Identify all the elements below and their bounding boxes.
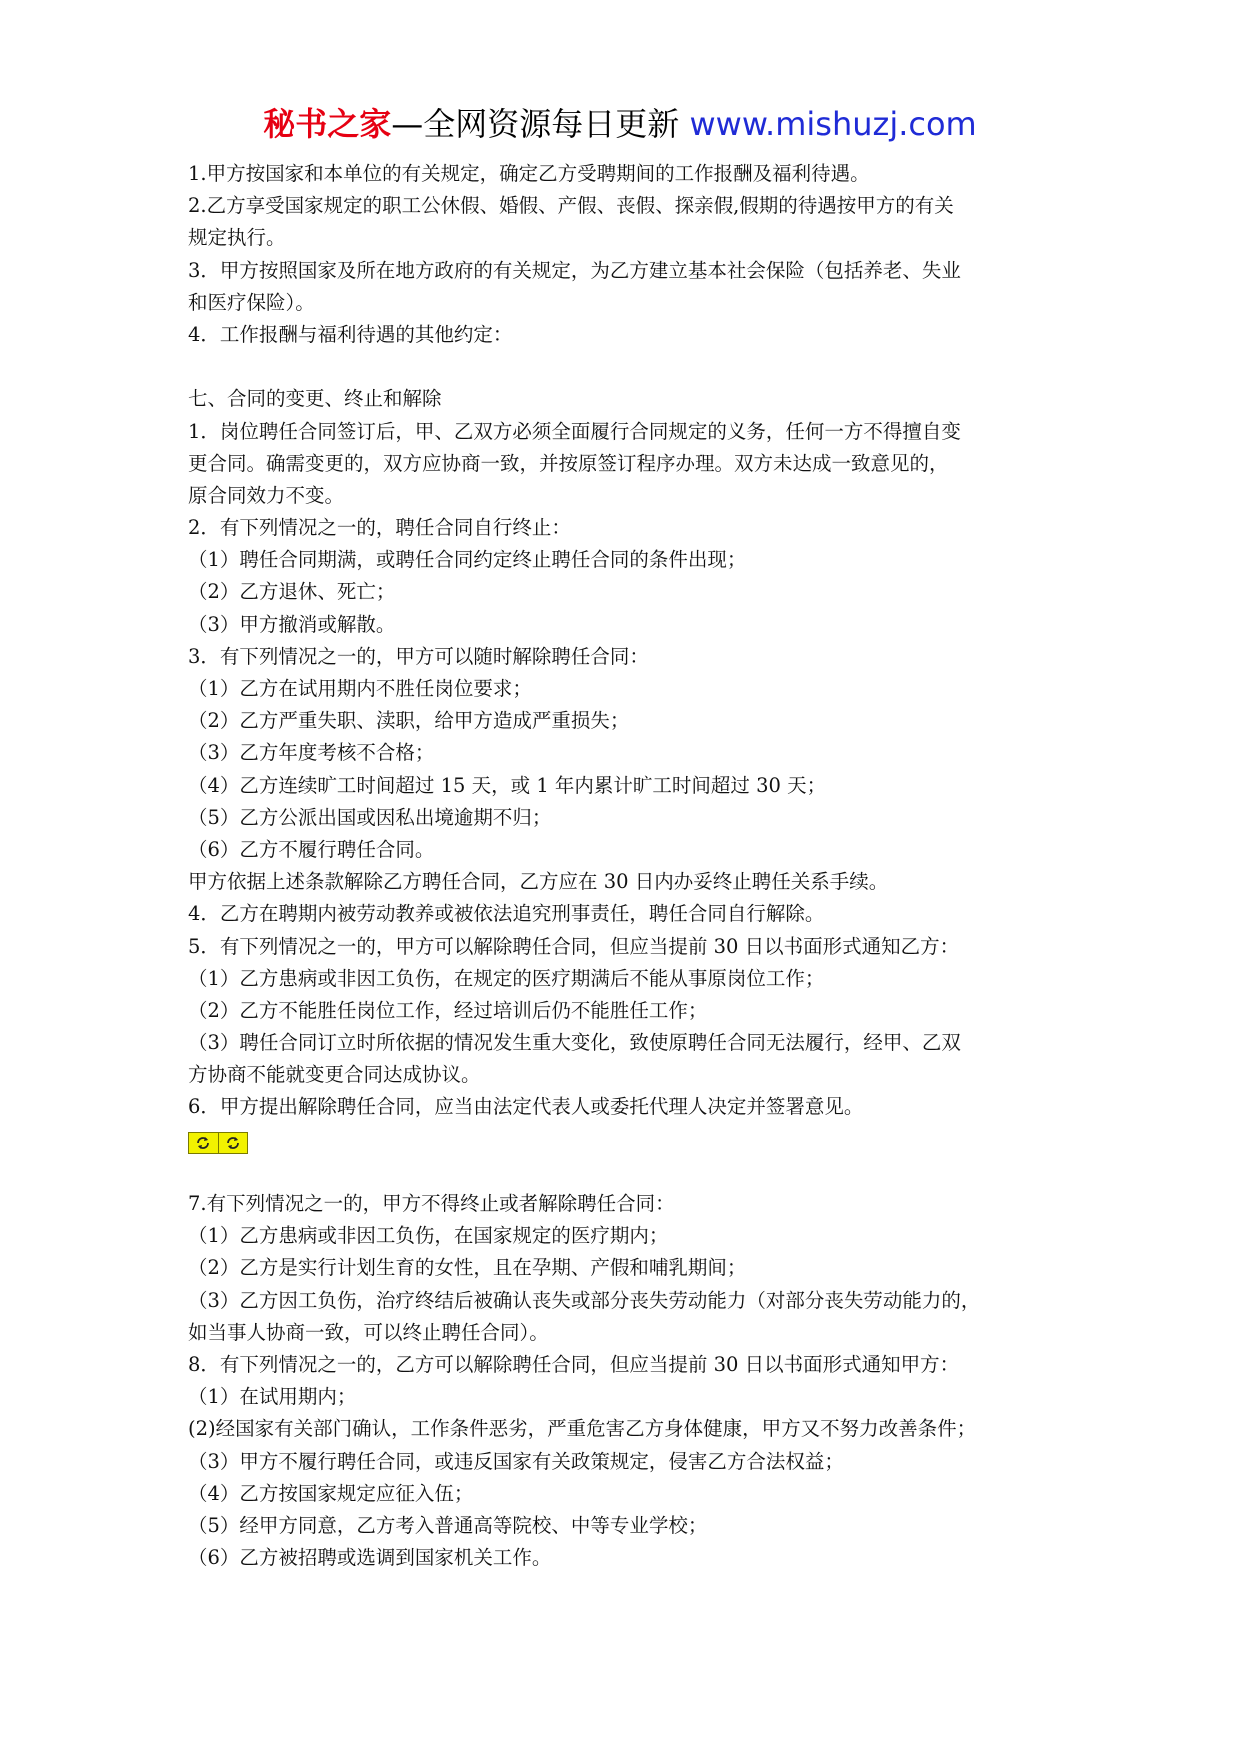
text-line: (2)经国家有关部门确认，工作条件恶劣，严重危害乙方身体健康，甲方又不努力改善条件； <box>188 1417 977 1441</box>
header-slogan: —全网资源每日更新 <box>391 105 690 143</box>
text-line: （3）聘任合同订立时所依据的情况发生重大变化，致使原聘任合同无法履行，经甲、乙双 <box>188 1031 961 1055</box>
text-line: 6．甲方提出解除聘任合同，应当由法定代表人或委托代理人决定并签署意见。 <box>188 1095 864 1119</box>
text-line: （4）乙方按国家规定应征入伍； <box>188 1481 474 1505</box>
text-line: 2.乙方享受国家规定的职工公休假、婚假、产假、丧假、探亲假,假期的待遇按甲方的有关 <box>188 194 954 218</box>
text-line: （2）乙方是实行计划生育的女性，且在孕期、产假和哺乳期间； <box>188 1256 747 1280</box>
site-header <box>0 104 1240 144</box>
embedded-icon-row <box>188 1124 1068 1156</box>
refresh-icon[interactable] <box>189 1133 218 1153</box>
embedded-object-icons <box>188 1132 248 1154</box>
text-line: （5）乙方公派出国或因私出境逾期不归； <box>188 805 552 829</box>
text-line: （2）乙方退休、死亡； <box>188 580 396 604</box>
text-line: （6）乙方不履行聘任合同。 <box>188 837 435 861</box>
text-line: （3）甲方撤消或解散。 <box>188 612 396 636</box>
text-line: 4．乙方在聘期内被劳动教养或被依法追究刑事责任，聘任合同自行解除。 <box>188 902 825 926</box>
text-line: 和医疗保险）。 <box>188 290 315 314</box>
text-line: （3）乙方因工负伤，治疗终结后被确认丧失或部分丧失劳动能力（对部分丧失劳动能力的， <box>188 1288 981 1312</box>
text-line: 如当事人协商一致，可以终止聘任合同）。 <box>188 1320 549 1344</box>
text-line: 更合同。确需变更的，双方应协商一致，并按原签订程序办理。双方未达成一致意见的， <box>188 451 949 475</box>
text-line: 原合同效力不变。 <box>188 483 345 507</box>
text-line: 方协商不能就变更合同达成协议。 <box>188 1063 481 1087</box>
text-line: （1）乙方在试用期内不胜任岗位要求； <box>188 677 532 700</box>
refresh-icon[interactable] <box>218 1133 248 1153</box>
document-body <box>188 158 1068 1574</box>
text-line: 5．有下列情况之一的，甲方可以解除聘任合同，但应当提前 30 日以书面形式通知乙方： <box>188 934 960 958</box>
text-line: 甲方依据上述条款解除乙方聘任合同，乙方应在 30 日内办妥终止聘任关系手续。 <box>188 870 889 894</box>
text-line: （1）乙方患病或非因工负伤，在规定的医疗期满后不能从事原岗位工作； <box>188 966 825 990</box>
text-line: （3）乙方年度考核不合格； <box>188 741 435 765</box>
text-line: （6）乙方被招聘或选调到国家机关工作。 <box>188 1546 552 1570</box>
text-line: （1）聘任合同期满，或聘任合同约定终止聘任合同的条件出现； <box>188 548 747 572</box>
brand-name: 秘书之家 <box>263 105 392 143</box>
text-line: （3）甲方不履行聘任合同，或违反国家有关政策规定，侵害乙方合法权益； <box>188 1449 844 1473</box>
text-line: （1）乙方患病或非因工负伤，在国家规定的医疗期内； <box>188 1224 669 1248</box>
text-line: （5）经甲方同意，乙方考入普通高等院校、中等专业学校； <box>188 1513 708 1537</box>
text-line: （2）乙方不能胜任岗位工作，经过培训后仍不能胜任工作； <box>188 998 708 1022</box>
blank-line <box>188 1156 1068 1188</box>
text-line: 7.有下列情况之一的，甲方不得终止或者解除聘任合同： <box>188 1192 675 1215</box>
text-line: 规定执行。 <box>188 226 286 250</box>
site-url: www.mishuzj.com <box>689 105 977 143</box>
text-line: 2．有下列情况之一的，聘任合同自行终止： <box>188 516 571 540</box>
text-line: （4）乙方连续旷工时间超过 15 天，或 1 年内累计旷工时间超过 30 天； <box>188 773 827 797</box>
section-heading: 七、合同的变更、终止和解除 <box>188 387 442 411</box>
text-line: 1.甲方按国家和本单位的有关规定，确定乙方受聘期间的工作报酬及福利待遇。 <box>188 162 870 185</box>
text-line: （2）乙方严重失职、渎职，给甲方造成严重损失； <box>188 709 630 733</box>
blank-line <box>188 351 1068 383</box>
text-line: 3．有下列情况之一的，甲方可以随时解除聘任合同： <box>188 644 649 668</box>
text-line: 3．甲方按照国家及所在地方政府的有关规定，为乙方建立基本社会保险（包括养老、失业 <box>188 258 961 282</box>
text-line: （1）在试用期内； <box>188 1385 357 1409</box>
text-line: 1．岗位聘任合同签订后，甲、乙双方必须全面履行合同规定的义务，任何一方不得擅自变 <box>188 419 961 443</box>
text-line: 8．有下列情况之一的，乙方可以解除聘任合同，但应当提前 30 日以书面形式通知甲方： <box>188 1352 960 1376</box>
text-line: 4．工作报酬与福利待遇的其他约定： <box>188 322 513 346</box>
